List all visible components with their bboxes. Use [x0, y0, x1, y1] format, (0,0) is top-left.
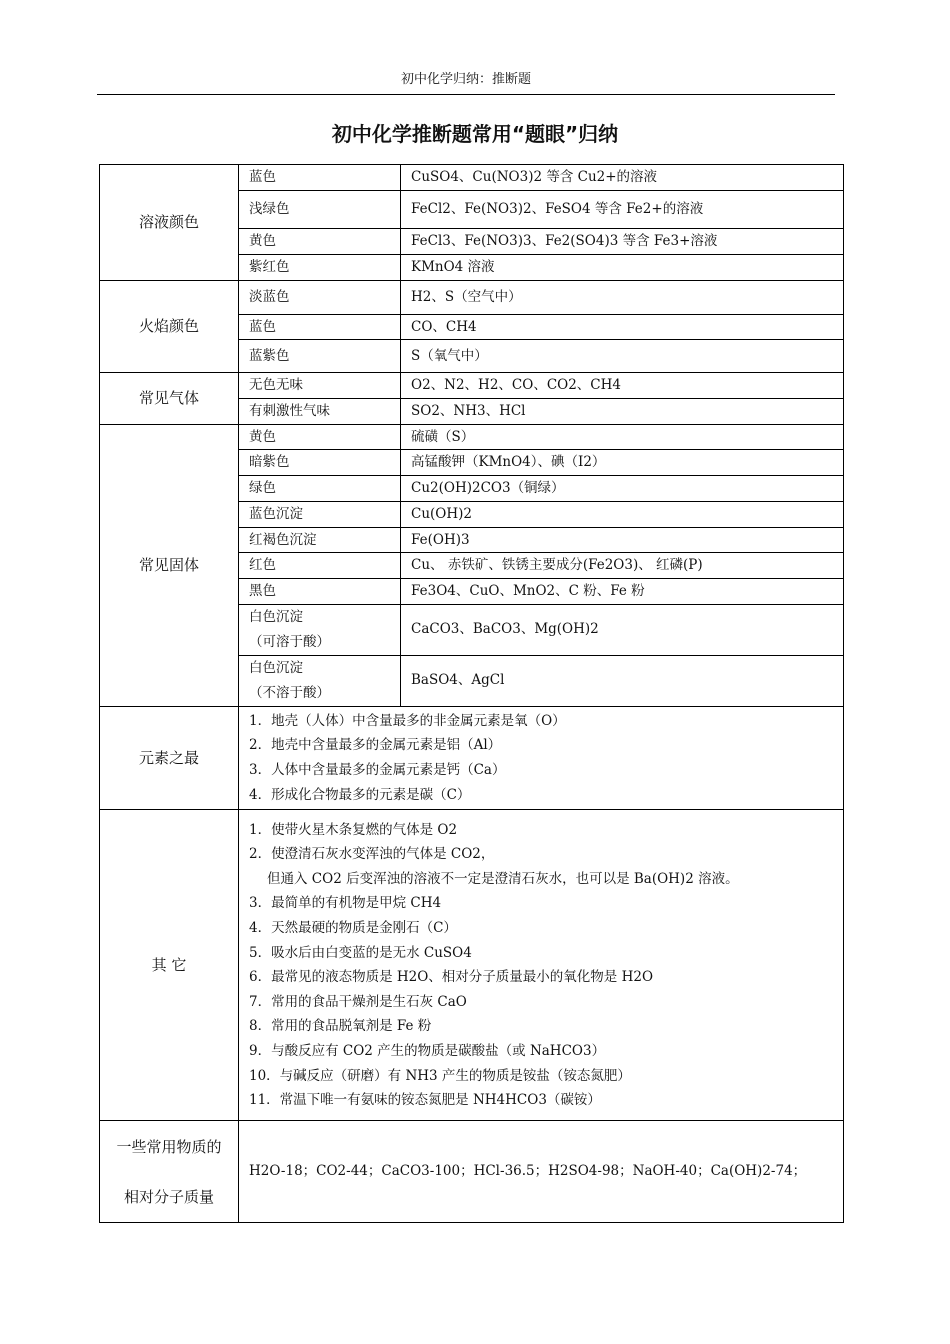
list-item: 4．形成化合物最多的元素是碳（C）: [249, 786, 471, 803]
color-cell: 蓝色: [239, 165, 401, 191]
list-item: 4．天然最硬的物质是金刚石（C）: [249, 919, 457, 936]
content-cell: BaSO4、AgCl: [401, 655, 844, 706]
content-cell: CuSO4、Cu(NO3)2 等含 Cu2+的溶液: [401, 165, 844, 191]
color-cell: 有刺激性气味: [239, 398, 401, 424]
color-note: （可溶于酸）: [249, 633, 330, 650]
category-others: 其 它: [100, 810, 239, 1121]
list-item: 6．最常见的液态物质是 H2O、相对分子质量最小的氧化物是 H2O: [249, 969, 654, 986]
list-item: 3．人体中含量最多的金属元素是钙（Ca）: [249, 761, 506, 778]
content-cell: FeCl3、Fe(NO3)3、Fe2(SO4)3 等含 Fe3+溶液: [401, 229, 844, 255]
color-label: 白色沉淀: [249, 660, 303, 677]
color-cell: 蓝色: [239, 314, 401, 340]
list-item: 3．最简单的有机物是甲烷 CH4: [249, 895, 442, 912]
content-cell: CO、CH4: [401, 314, 844, 340]
color-cell: 红褐色沉淀: [239, 527, 401, 553]
table-row: [100, 706, 844, 809]
category-common-gases: 常见气体: [100, 373, 239, 425]
table-row: [100, 424, 844, 450]
color-cell: 蓝色沉淀: [239, 501, 401, 527]
content-cell: Cu2(OH)2CO3（铜绿）: [401, 475, 844, 501]
color-cell: 黄色: [239, 424, 401, 450]
color-note: （不溶于酸）: [249, 684, 330, 701]
summary-table: [99, 164, 844, 1223]
content-cell: Fe3O4、CuO、MnO2、C 粉、Fe 粉: [401, 579, 844, 605]
table-row: [100, 280, 844, 314]
molecular-mass-content: H2O-18；CO2-44；CaCO3-100；HCl-36.5；H2SO4-98；NaOH-40；Ca(OH)2-74；: [239, 1121, 844, 1223]
table-row: [100, 373, 844, 399]
content-cell: Cu、 赤铁矿、铁锈主要成分(Fe2O3)、 红磷(P): [401, 553, 844, 579]
content-cell: H2、S（空气中）: [401, 280, 844, 314]
content-cell: S（氧气中）: [401, 340, 844, 373]
category-molecular-mass: [100, 1121, 239, 1223]
content-cell: SO2、NH3、HCl: [401, 398, 844, 424]
color-cell: 蓝紫色: [239, 340, 401, 373]
page-title: 初中化学推断题常用“题眼”归纳: [331, 122, 619, 146]
color-cell: 浅绿色: [239, 191, 401, 229]
table-row: [100, 1121, 844, 1223]
content-cell: O2、N2、H2、CO、CO2、CH4: [401, 373, 844, 399]
category-solution-colors: 溶液颜色: [100, 165, 239, 281]
content-cell: 高锰酸钾（KMnO4）、碘（I2）: [401, 450, 844, 476]
list-item: 5．吸水后由白变蓝的是无水 CuSO4: [249, 944, 472, 961]
list-item: 9．与酸反应有 CO2 产生的物质是碳酸盐（或 NaHCO3）: [249, 1042, 606, 1059]
color-cell: 淡蓝色: [239, 280, 401, 314]
list-item-continuation: 但通入 CO2 后变浑浊的溶液不一定是澄清石灰水，也可以是 Ba(OH)2 溶液。: [267, 870, 739, 887]
color-cell: 红色: [239, 553, 401, 579]
color-cell-white-soluble: [239, 604, 401, 655]
list-item: 8．常用的食品脱氧剂是 Fe 粉: [249, 1018, 432, 1035]
content-cell: Cu(OH)2: [401, 501, 844, 527]
list-item: 11．常温下唯一有氨味的铵态氮肥是 NH4HCO3（碳铵）: [249, 1092, 601, 1109]
table-row: [100, 165, 844, 191]
list-item: 2．使澄清石灰水变浑浊的气体是 CO2，: [249, 846, 495, 863]
category-line: 一些常用物质的: [116, 1137, 222, 1156]
list-item: 7．常用的食品干燥剂是生石灰 CaO: [249, 993, 467, 1010]
content-cell: 硫磺（S）: [401, 424, 844, 450]
list-item: 1．使带火星木条复燃的气体是 O2: [249, 821, 458, 838]
category-line: 相对分子质量: [123, 1187, 214, 1206]
color-label: 白色沉淀: [249, 609, 303, 626]
content-cell: FeCl2、Fe(NO3)2、FeSO4 等含 Fe2+的溶液: [401, 191, 844, 229]
color-cell: 无色无味: [239, 373, 401, 399]
category-common-solids: 常见固体: [100, 424, 239, 706]
color-cell: 紫红色: [239, 254, 401, 280]
color-cell: 绿色: [239, 475, 401, 501]
category-flame-colors: 火焰颜色: [100, 280, 239, 373]
content-cell: Fe(OH)3: [401, 527, 844, 553]
content-cell: KMnO4 溶液: [401, 254, 844, 280]
others-list: [239, 810, 844, 1121]
table-row: [100, 810, 844, 1121]
category-element-superlatives: 元素之最: [100, 706, 239, 809]
color-cell: 暗紫色: [239, 450, 401, 476]
color-cell: 黄色: [239, 229, 401, 255]
color-cell-white-insoluble: [239, 655, 401, 706]
list-item: 10．与碱反应（研磨）有 NH3 产生的物质是铵盐（铵态氮肥）: [249, 1067, 631, 1084]
superlatives-list: [239, 706, 844, 809]
list-item: 1．地壳（人体）中含量最多的非金属元素是氧（O）: [249, 712, 566, 729]
page-header: 初中化学归纳：推断题: [97, 70, 835, 95]
content-cell: CaCO3、BaCO3、Mg(OH)2: [401, 604, 844, 655]
color-cell: 黑色: [239, 579, 401, 605]
list-item: 2．地壳中含量最多的金属元素是铝（Al）: [249, 737, 502, 754]
